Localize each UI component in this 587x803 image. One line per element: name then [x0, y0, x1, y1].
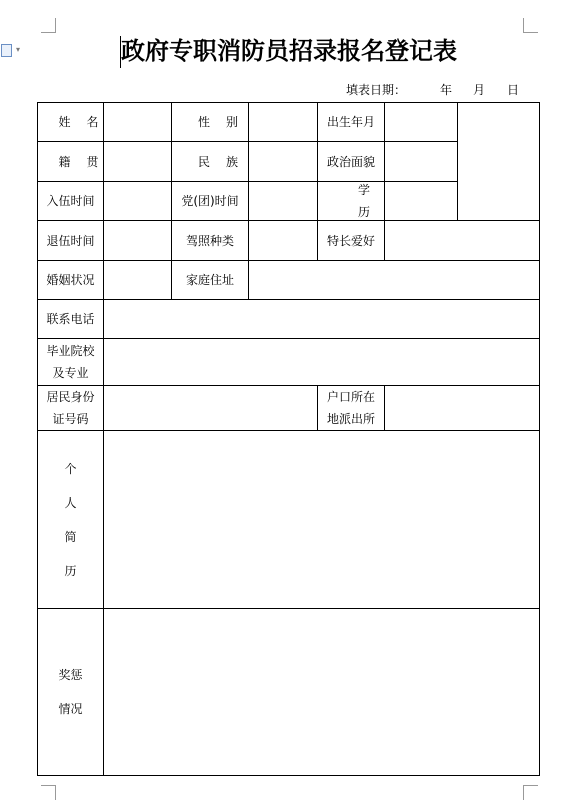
- resume-label-char-3: 简: [64, 529, 77, 544]
- license-type-label: 驾照种类: [185, 233, 234, 248]
- awards-label: [38, 609, 103, 775]
- id-number-field[interactable]: [104, 386, 317, 430]
- name-field[interactable]: [104, 103, 171, 141]
- hukou-police-label: [318, 386, 384, 430]
- license-type-field[interactable]: [249, 221, 317, 260]
- awards-label-line-2: 情况: [58, 702, 83, 716]
- ethnicity-field[interactable]: [249, 142, 317, 181]
- page-corner-mark-bottom-left: [41, 785, 56, 800]
- resume-label: [38, 431, 103, 608]
- dropdown-arrow-icon: ▾: [16, 45, 21, 54]
- hobbies-label: 特长爱好: [326, 233, 375, 248]
- native-place-field[interactable]: [104, 142, 171, 181]
- marital-status-field[interactable]: [104, 261, 171, 299]
- birth-field[interactable]: [385, 103, 457, 141]
- gender-field[interactable]: [249, 103, 317, 141]
- discharge-time-field[interactable]: [104, 221, 171, 260]
- page-corner-mark-bottom-right: [523, 785, 538, 800]
- awards-field[interactable]: [104, 609, 539, 775]
- id-number-label-line-2: 证号码: [52, 412, 89, 426]
- phone-label: 联系电话: [46, 312, 95, 326]
- resume-label-char-4: 历: [64, 563, 77, 578]
- date-month-label: 月: [473, 83, 486, 97]
- hukou-police-label-line-1: 户口所在: [326, 390, 375, 404]
- birth-label: 出生年月: [326, 115, 375, 129]
- discharge-time-label: 退伍时间: [46, 233, 95, 248]
- school-label-line-1: 毕业院校: [46, 344, 95, 358]
- hobbies-field[interactable]: [385, 221, 539, 260]
- phone-field[interactable]: [104, 300, 539, 338]
- photo-field[interactable]: [458, 103, 539, 220]
- page-corner-mark-top-left: [41, 18, 56, 33]
- id-number-label: [38, 386, 103, 430]
- fill-date-label: 填表日期：: [346, 83, 407, 97]
- awards-label-line-1: 奖惩: [58, 668, 83, 682]
- name-label: 姓名: [58, 115, 115, 129]
- date-day-label: 日: [507, 83, 520, 97]
- hukou-police-field[interactable]: [385, 386, 539, 430]
- enlist-time-label: 入伍时间: [46, 194, 95, 208]
- resume-label-char-2: 人: [64, 495, 77, 510]
- table-border-right: [539, 102, 540, 776]
- hukou-police-label-line-2: 地派出所: [326, 412, 375, 426]
- political-status-label: 政治面貌: [326, 154, 375, 169]
- table-border-bottom: [37, 775, 540, 776]
- school-field[interactable]: [104, 339, 539, 385]
- school-label-line-2: 及专业: [52, 366, 89, 380]
- resume-label-char-1: 个: [64, 461, 77, 476]
- school-label: [38, 339, 103, 385]
- id-number-label-line-1: 居民身份: [46, 390, 95, 404]
- political-status-field[interactable]: [385, 142, 457, 181]
- party-time-field[interactable]: [249, 182, 317, 220]
- education-field[interactable]: [385, 182, 457, 220]
- document-page-icon: [1, 44, 12, 57]
- home-address-label: 家庭住址: [185, 273, 234, 287]
- date-year-label: 年: [440, 83, 453, 97]
- marital-status-label: 婚姻状况: [46, 273, 95, 287]
- party-time-label: 党(团)时间: [181, 194, 239, 208]
- document-title[interactable]: 政府专职消防员招录报名登记表: [121, 36, 457, 65]
- ethnicity-label: 民族: [197, 154, 254, 169]
- document-options-icon[interactable]: [0, 44, 24, 58]
- resume-field[interactable]: [104, 431, 539, 608]
- education-label: 学历: [357, 183, 396, 219]
- gender-label: 性别: [197, 115, 254, 129]
- home-address-field[interactable]: [249, 261, 539, 299]
- enlist-time-field[interactable]: [104, 182, 171, 220]
- native-place-label: 籍贯: [58, 154, 115, 169]
- page-corner-mark-top-right: [523, 18, 538, 33]
